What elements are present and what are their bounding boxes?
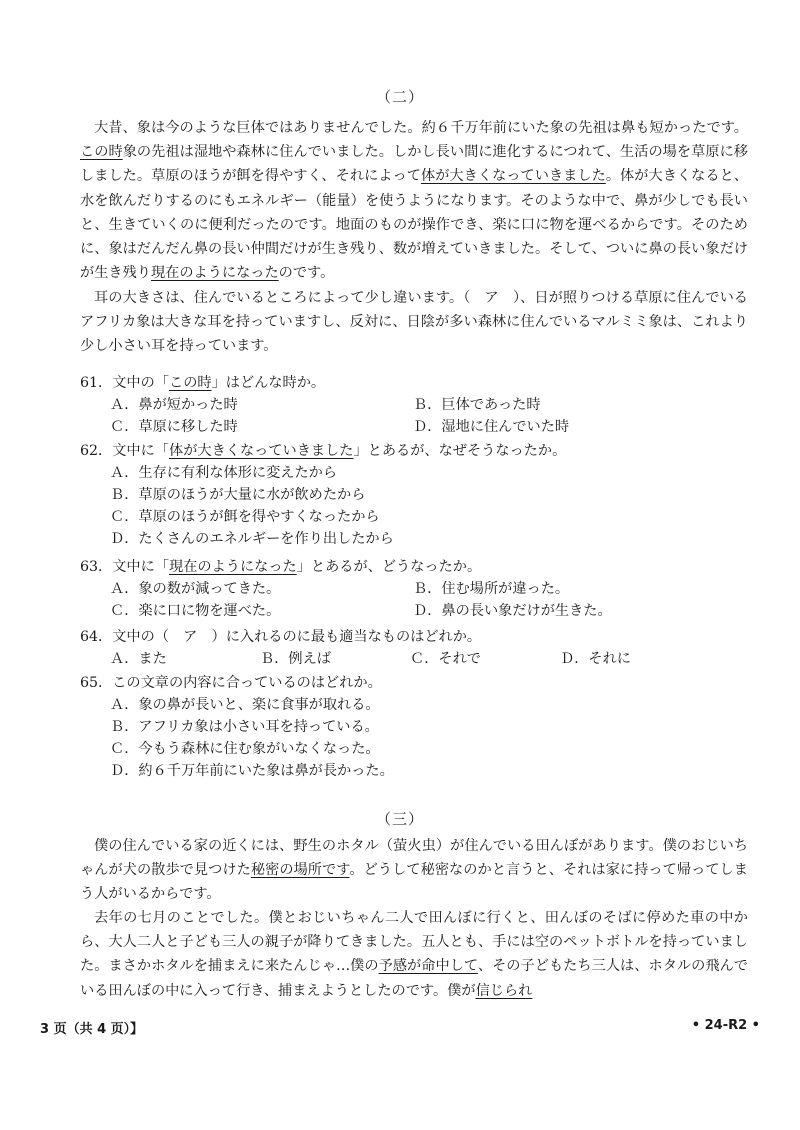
option-d[interactable]: Ｄ．約６千万年前にいた象は鼻が長かった。	[110, 763, 394, 779]
question-65	[80, 672, 750, 782]
section-3-paragraph-2	[80, 906, 748, 1003]
question-63-options-row-1	[80, 578, 750, 600]
section-3-paragraph-1	[80, 834, 748, 907]
option-c[interactable]: Ｃ．今もう森林に住む象がいなくなった。	[110, 741, 380, 757]
text-run: 象の先祖は湿地や森林に住んでいました。しかし長い間に進化するにつれて、生活の場を草原に移しました。草原のほうが餌を得やすく、それによって	[80, 144, 748, 185]
question-63-options-row-2	[80, 600, 750, 622]
option-d[interactable]: Ｄ．それに	[560, 651, 631, 667]
underlined-text: この時	[169, 375, 212, 391]
section-2-title: （二）	[375, 88, 424, 106]
page-number: 3 页（共 4 页）】	[40, 1022, 144, 1037]
option-a[interactable]: Ａ．象の鼻が長いと、楽に食事が取れる。	[110, 697, 380, 713]
text-run: 62．文中に「	[80, 443, 169, 459]
text-run: 63．文中に「	[80, 559, 169, 575]
text-run: 」とあるが、どうなったか。	[296, 559, 482, 575]
option-b[interactable]: Ｂ．住む場所が違った。	[413, 581, 570, 597]
question-65-stem: 65．この文章の内容に合っているのはどれか。	[80, 675, 382, 691]
question-63	[80, 556, 750, 622]
option-d[interactable]: Ｄ．湿地に住んでいた時	[413, 419, 570, 435]
section-2-paragraph-1	[80, 116, 748, 285]
text-run: 61．文中の「	[80, 375, 169, 391]
underlined-text-became-current: 現在のようになった	[150, 265, 279, 282]
question-61-options-row-2	[80, 416, 750, 438]
underlined-text-body-grew: 体が大きくなっていきました	[420, 168, 606, 185]
text-run: 、その子どもたち三人は、ホタルの飛んでいる田んぼの中に入って行き、捕まえようとしたのです。僕が	[80, 958, 748, 999]
option-c[interactable]: Ｃ．草原のほうが餌を得やすくなったから	[110, 509, 380, 525]
option-a[interactable]: Ａ．また	[110, 651, 167, 667]
underlined-text-secret-place: 秘密の場所です	[250, 862, 350, 879]
text-run: 大昔、象は今のような巨体ではありませんでした。約６千万年前にいた象の先祖は鼻も短かったです。	[94, 120, 748, 136]
underlined-text-unbelievable: 信じられ	[475, 982, 533, 999]
underlined-text-this-time: この時	[80, 144, 123, 161]
section-2-paragraph-2: 耳の大きさは、住んでいるところによって少し違います。（ ア ）、日が照りつける草原に住んでいるアフリカ象は大きな耳を持っていますし、反対に、日陰が多い森林に住んでいるマルミミ象は、これより少し小さい耳を持っています。	[80, 290, 748, 355]
question-62	[80, 440, 750, 550]
question-61-options-row-1	[80, 394, 750, 416]
exam-code: • 24-R2 •	[691, 1018, 760, 1033]
text-run: 」はどんな時か。	[211, 375, 326, 391]
option-b[interactable]: Ｂ．アフリカ象は小さい耳を持っている。	[110, 719, 379, 735]
option-d[interactable]: Ｄ．鼻の長い象だけが生きた。	[413, 603, 612, 619]
text-run: 。体が大きくなると、水を飲んだりするのにもエネルギー（能量）を使うようになります。そのような中で、鼻が少しでも長いと、生きていくのに便利だったのです。地面のものが操作でき、楽に口に物を運べるからです。そのために、象はだんだん鼻の長い仲間だけが生き残り、数が増えていきました。そして、ついに鼻の長い象だけが生き残り	[80, 168, 748, 282]
question-64	[80, 626, 750, 670]
question-64-options	[80, 648, 750, 670]
question-61	[80, 372, 750, 438]
option-a[interactable]: Ａ．生存に有利な体形に変えたから	[110, 465, 338, 481]
underlined-text: 体が大きくなっていきました	[169, 443, 354, 459]
option-c[interactable]: Ｃ．草原に移した時	[110, 419, 238, 435]
text-run: 」とあるが、なぜそうなったか。	[353, 443, 567, 459]
question-63-stem	[80, 556, 750, 578]
option-b[interactable]: Ｂ．草原のほうが大量に水が飲めたから	[110, 487, 366, 503]
text-run: 去年の七月のことでした。僕とおじいちゃん二人で田んぼに行くと、田んぼのそばに停めた車の中から、大人二人と子ども三人の親子が降りてきました。五人とも、手には空のペットボトルを持っていました。まさかホタルを捕まえに来たんじゃ…僕の	[80, 910, 748, 975]
option-a[interactable]: Ａ．象の数が減ってきた。	[110, 581, 281, 597]
section-3-title: （三）	[375, 810, 424, 828]
option-a[interactable]: Ａ．鼻が短かった時	[110, 397, 238, 413]
option-b[interactable]: Ｂ．例えば	[260, 651, 331, 667]
option-d[interactable]: Ｄ．たくさんのエネルギーを作り出したから	[110, 531, 394, 547]
option-b[interactable]: Ｂ．巨体であった時	[413, 397, 541, 413]
underlined-text: 現在のようになった	[169, 559, 297, 575]
option-c[interactable]: Ｃ．楽に口に物を運べた。	[110, 603, 281, 619]
question-64-stem: 64．文中の（ ア ）に入れるのに最も適当なものはどれか。	[80, 629, 482, 645]
text-run: のです。	[278, 265, 335, 282]
text-run: 。どうして秘密なのかと言うと、それは家に持って帰ってしまう人がいるからです。	[80, 862, 748, 903]
text-run: 僕の住んでいる家の近くには、野生のホタル（萤火虫）が住んでいる田んぼがあります。僕のおじいちゃんが犬の散歩で見つけた	[80, 838, 748, 879]
option-c[interactable]: Ｃ．それで	[410, 651, 481, 667]
underlined-text-premonition: 予感が命中して	[378, 958, 478, 975]
question-62-stem	[80, 440, 750, 462]
question-61-stem	[80, 372, 750, 394]
